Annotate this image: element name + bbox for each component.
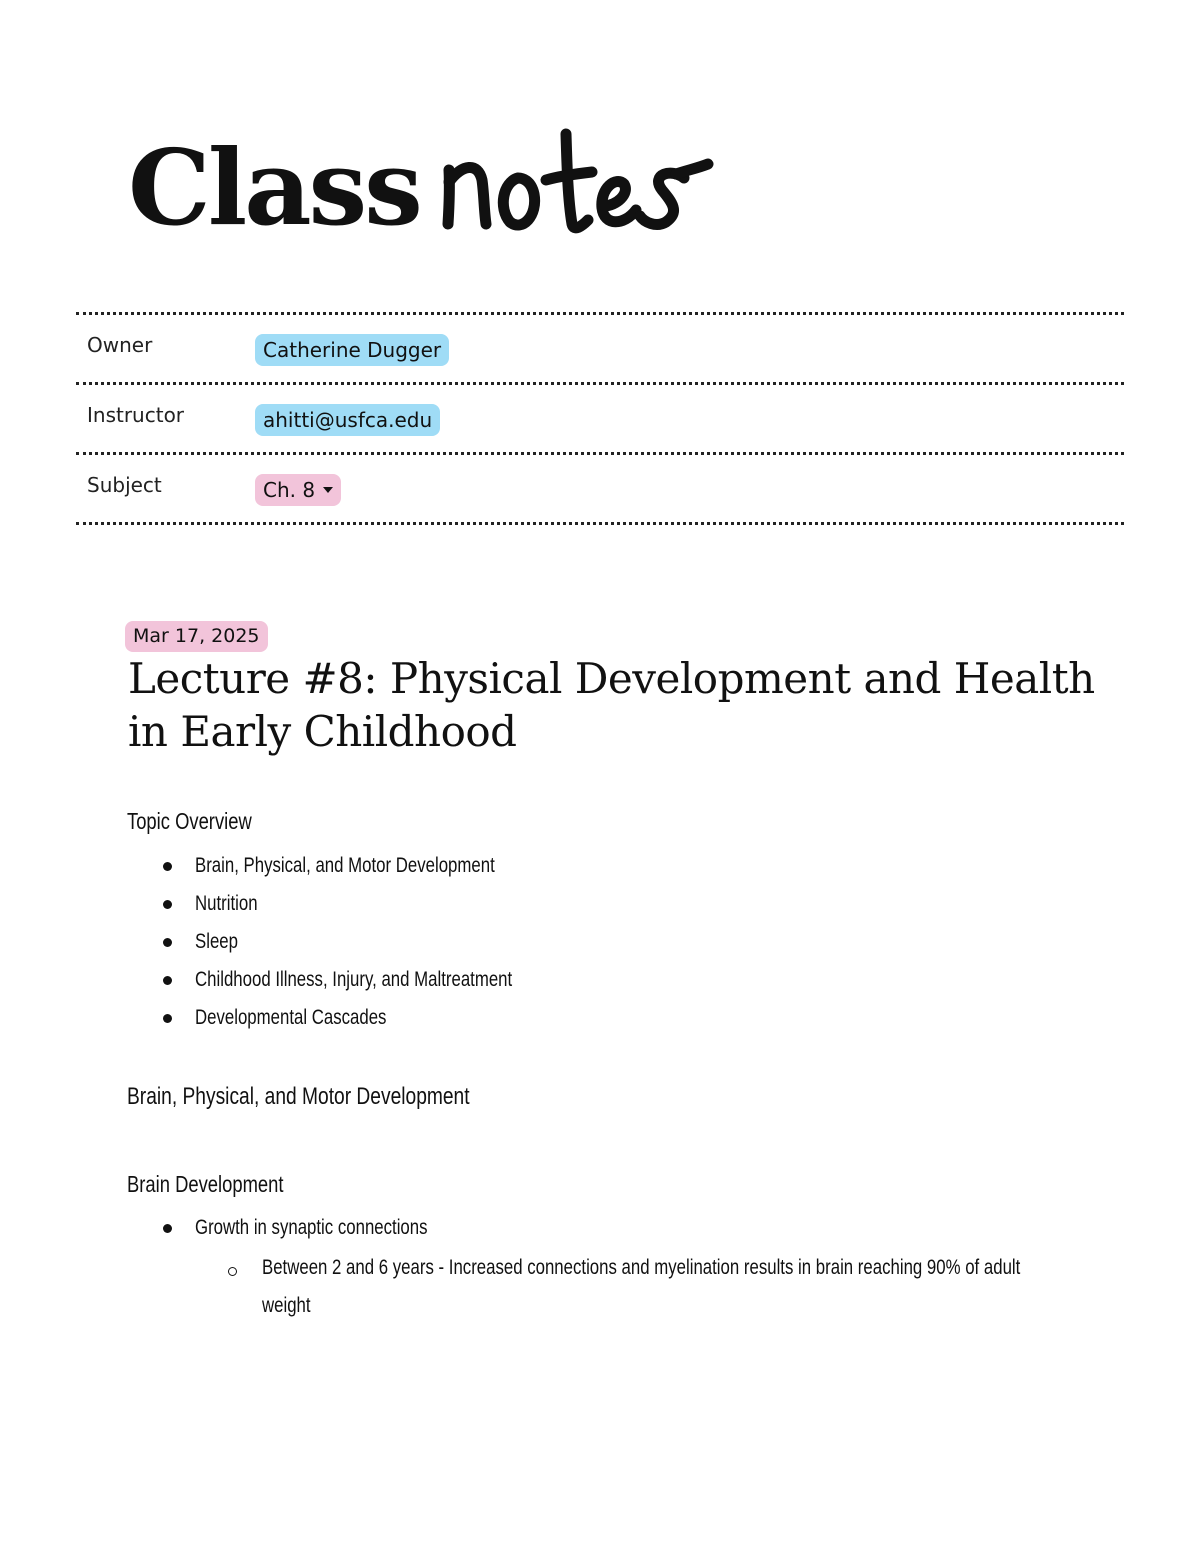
bullet-icon — [163, 938, 172, 947]
section-heading: Brain, Physical, and Motor Development — [127, 1083, 470, 1110]
bullet-icon — [163, 862, 172, 871]
owner-label: Owner — [87, 333, 153, 357]
subject-label: Subject — [87, 473, 162, 497]
topic-overview-heading: Topic Overview — [127, 808, 252, 834]
list-item-text: Developmental Cascades — [195, 1006, 387, 1029]
bullet-icon — [163, 1014, 172, 1023]
owner-value[interactable]: Catherine Dugger — [255, 334, 449, 366]
list-item-text: Sleep — [195, 930, 238, 953]
sub-list-item-text: Between 2 and 6 years - Increased connections and myelination results in brain reaching 90% of adult weight — [262, 1256, 1021, 1317]
property-row-instructor — [76, 382, 1124, 452]
bullet-icon — [163, 1224, 172, 1233]
bullet-icon — [163, 976, 172, 985]
property-row-subject — [76, 452, 1124, 525]
list-item-text: Brain, Physical, and Motor Development — [195, 854, 495, 877]
brain-development-heading: Brain Development — [127, 1171, 284, 1197]
page-title — [128, 128, 715, 248]
list-item-text: Growth in synaptic connections — [195, 1216, 428, 1239]
list-item-text: Nutrition — [195, 892, 258, 915]
subject-select[interactable] — [255, 474, 341, 506]
page-title-handwritten-notes — [440, 128, 715, 238]
bullet-icon — [163, 900, 172, 909]
hollow-bullet-icon — [228, 1267, 237, 1276]
caret-down-icon — [323, 487, 333, 493]
lecture-date: Mar 17, 2025 — [125, 621, 268, 652]
property-row-owner — [76, 312, 1124, 382]
subject-value: Ch. 8 — [263, 478, 316, 502]
properties-table — [76, 312, 1124, 525]
page-title-serif: Class — [128, 126, 420, 249]
lecture-title: Lecture #8: Physical Development and Health in Early Childhood — [128, 654, 1095, 756]
instructor-value[interactable]: ahitti@usfca.edu — [255, 404, 440, 436]
list-item-text: Childhood Illness, Injury, and Maltreatment — [195, 968, 513, 991]
instructor-label: Instructor — [87, 403, 185, 427]
